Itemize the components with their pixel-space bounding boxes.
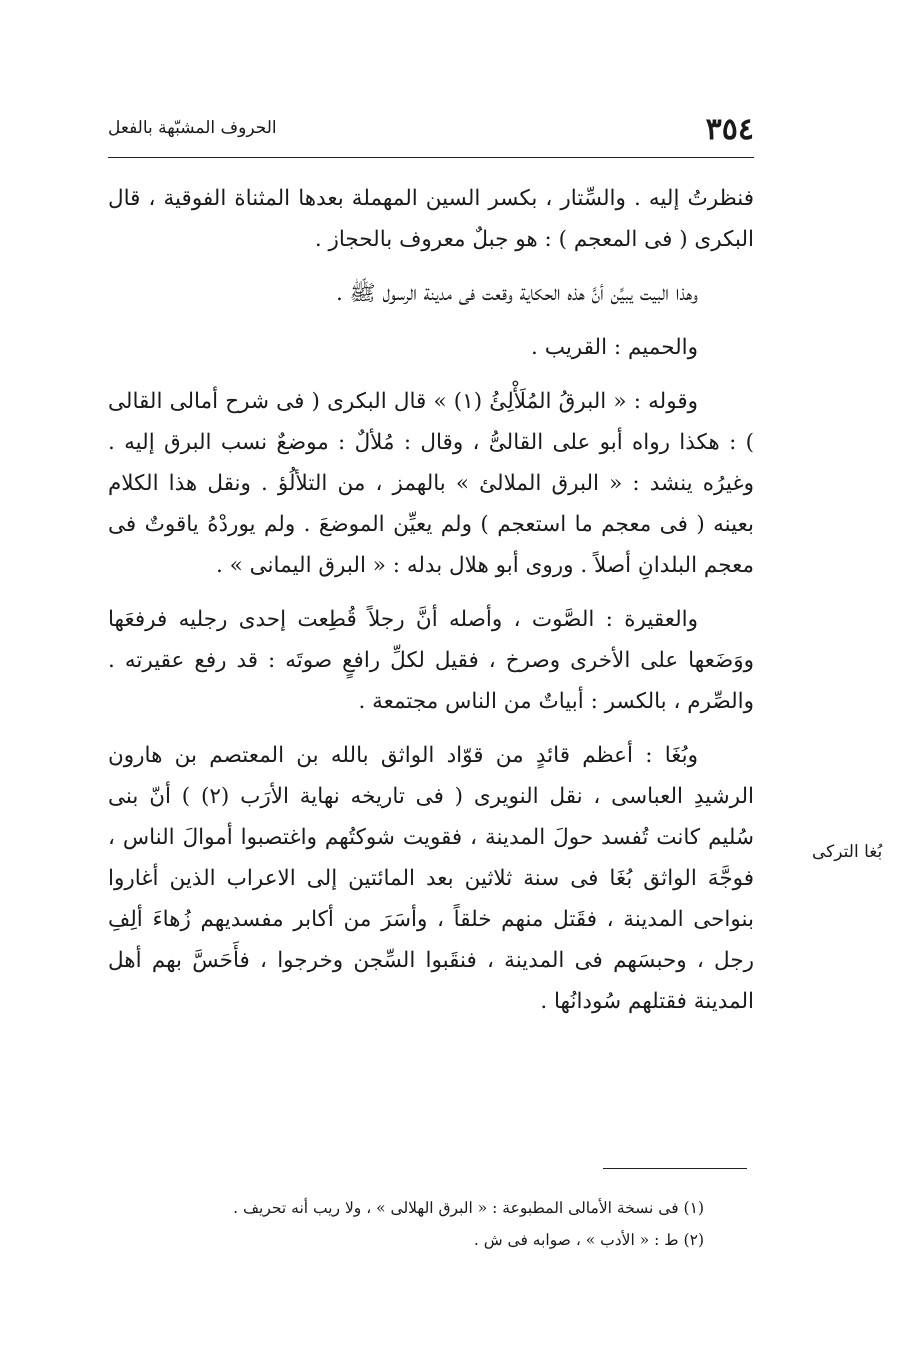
paragraph-2: وهذا البيت يبيِّن أنَّ هذه الحكاية وقعت فى مدينة الرسول ﷺ . xyxy=(335,281,698,306)
page-header xyxy=(108,112,754,158)
footnote-rule xyxy=(603,1168,747,1169)
running-title: الحروف المشبّهة بالفعل xyxy=(108,118,277,138)
footnote-2: (٢) ط : « الأدب » ، صوابه فى ش . xyxy=(473,1231,704,1249)
header-rule xyxy=(108,157,754,158)
paragraph-4: وقوله : « البرقُ المُلَأْلِئُ (١) » قال البكرى ( فى شرح أمالى القالى ) : هكذا رواه أبو على القالىُّ ، وقال : مُلألٌ : موضعٌ نسب البرق إليه . وغيرُه ينشد : « البرق الملالئ » بالهمز ، من التلألُؤ . ونقل هذا الكلام بعينه ( فى معجم ما استعجم ) ولم يعيِّن الموضعَ . ولم يوردْهُ ياقوتٌ فى معجم البلدانِ أصلاً . وروى أبو هلال بدله : « البرق اليمانى » . xyxy=(108,389,754,578)
paragraph-5: والعقيرة : الصَّوت ، وأصله أنَّ رجلاً قُطِعت إحدى رجليه فرفعَها ووَضَعها على الأخرى وصرخ ، فقيل لكلِّ رافعٍ صوتَه : قد رفع عقيرته . والصِّرم ، بالكسر : أبياتٌ من الناس مجتمعة . xyxy=(108,607,754,714)
footnotes xyxy=(108,1192,704,1256)
paragraph-3: والحميم : القريب . xyxy=(531,335,698,360)
paragraph-1: فنظرتُ إليه . والسِّتار ، بكسر السين المهملة بعدها المثناة الفوقية ، قال البكرى ( فى المعجم ) : هو جبلٌ معروف بالحجاز . xyxy=(108,186,754,252)
page-number: ٣٥٤ xyxy=(705,112,754,147)
footnote-1: (١) فى نسخة الأمالى المطبوعة : « البرق الهلالى » ، ولا ريب أنه تحريف . xyxy=(233,1199,704,1217)
paragraph-6: وبُغَا : أعظم قائدٍ من قوّاد الواثق بالله بن المعتصم بن هارون الرشيدِ العباسى ، نقل النويرى ( فى تاريخه نهاية الأرَب (٢) ) أنّ بنى سُليم كانت تُفسد حولَ المدينة ، فقويت شوكتُهم واغتصبوا أموالَ الناس ، فوجَّهَ الواثق بُغَا فى سنة ثلاثين بعد المائتين إلى الاعراب الذين أغاروا بنواحى المدينة ، فقَتل منهم خلقاً ، وأسَرَ من أكابر مفسديهم زُهاءَ ألِفِ رجل ، وحبسَهم فى المدينة ، فنقَبوا السِّجن وخرجوا ، فأَحَسَّ بهم أهل المدينة فقتلهم سُودانُها . xyxy=(108,743,755,1014)
margin-note: بُغا التركى xyxy=(812,842,883,862)
main-text xyxy=(108,178,754,1035)
